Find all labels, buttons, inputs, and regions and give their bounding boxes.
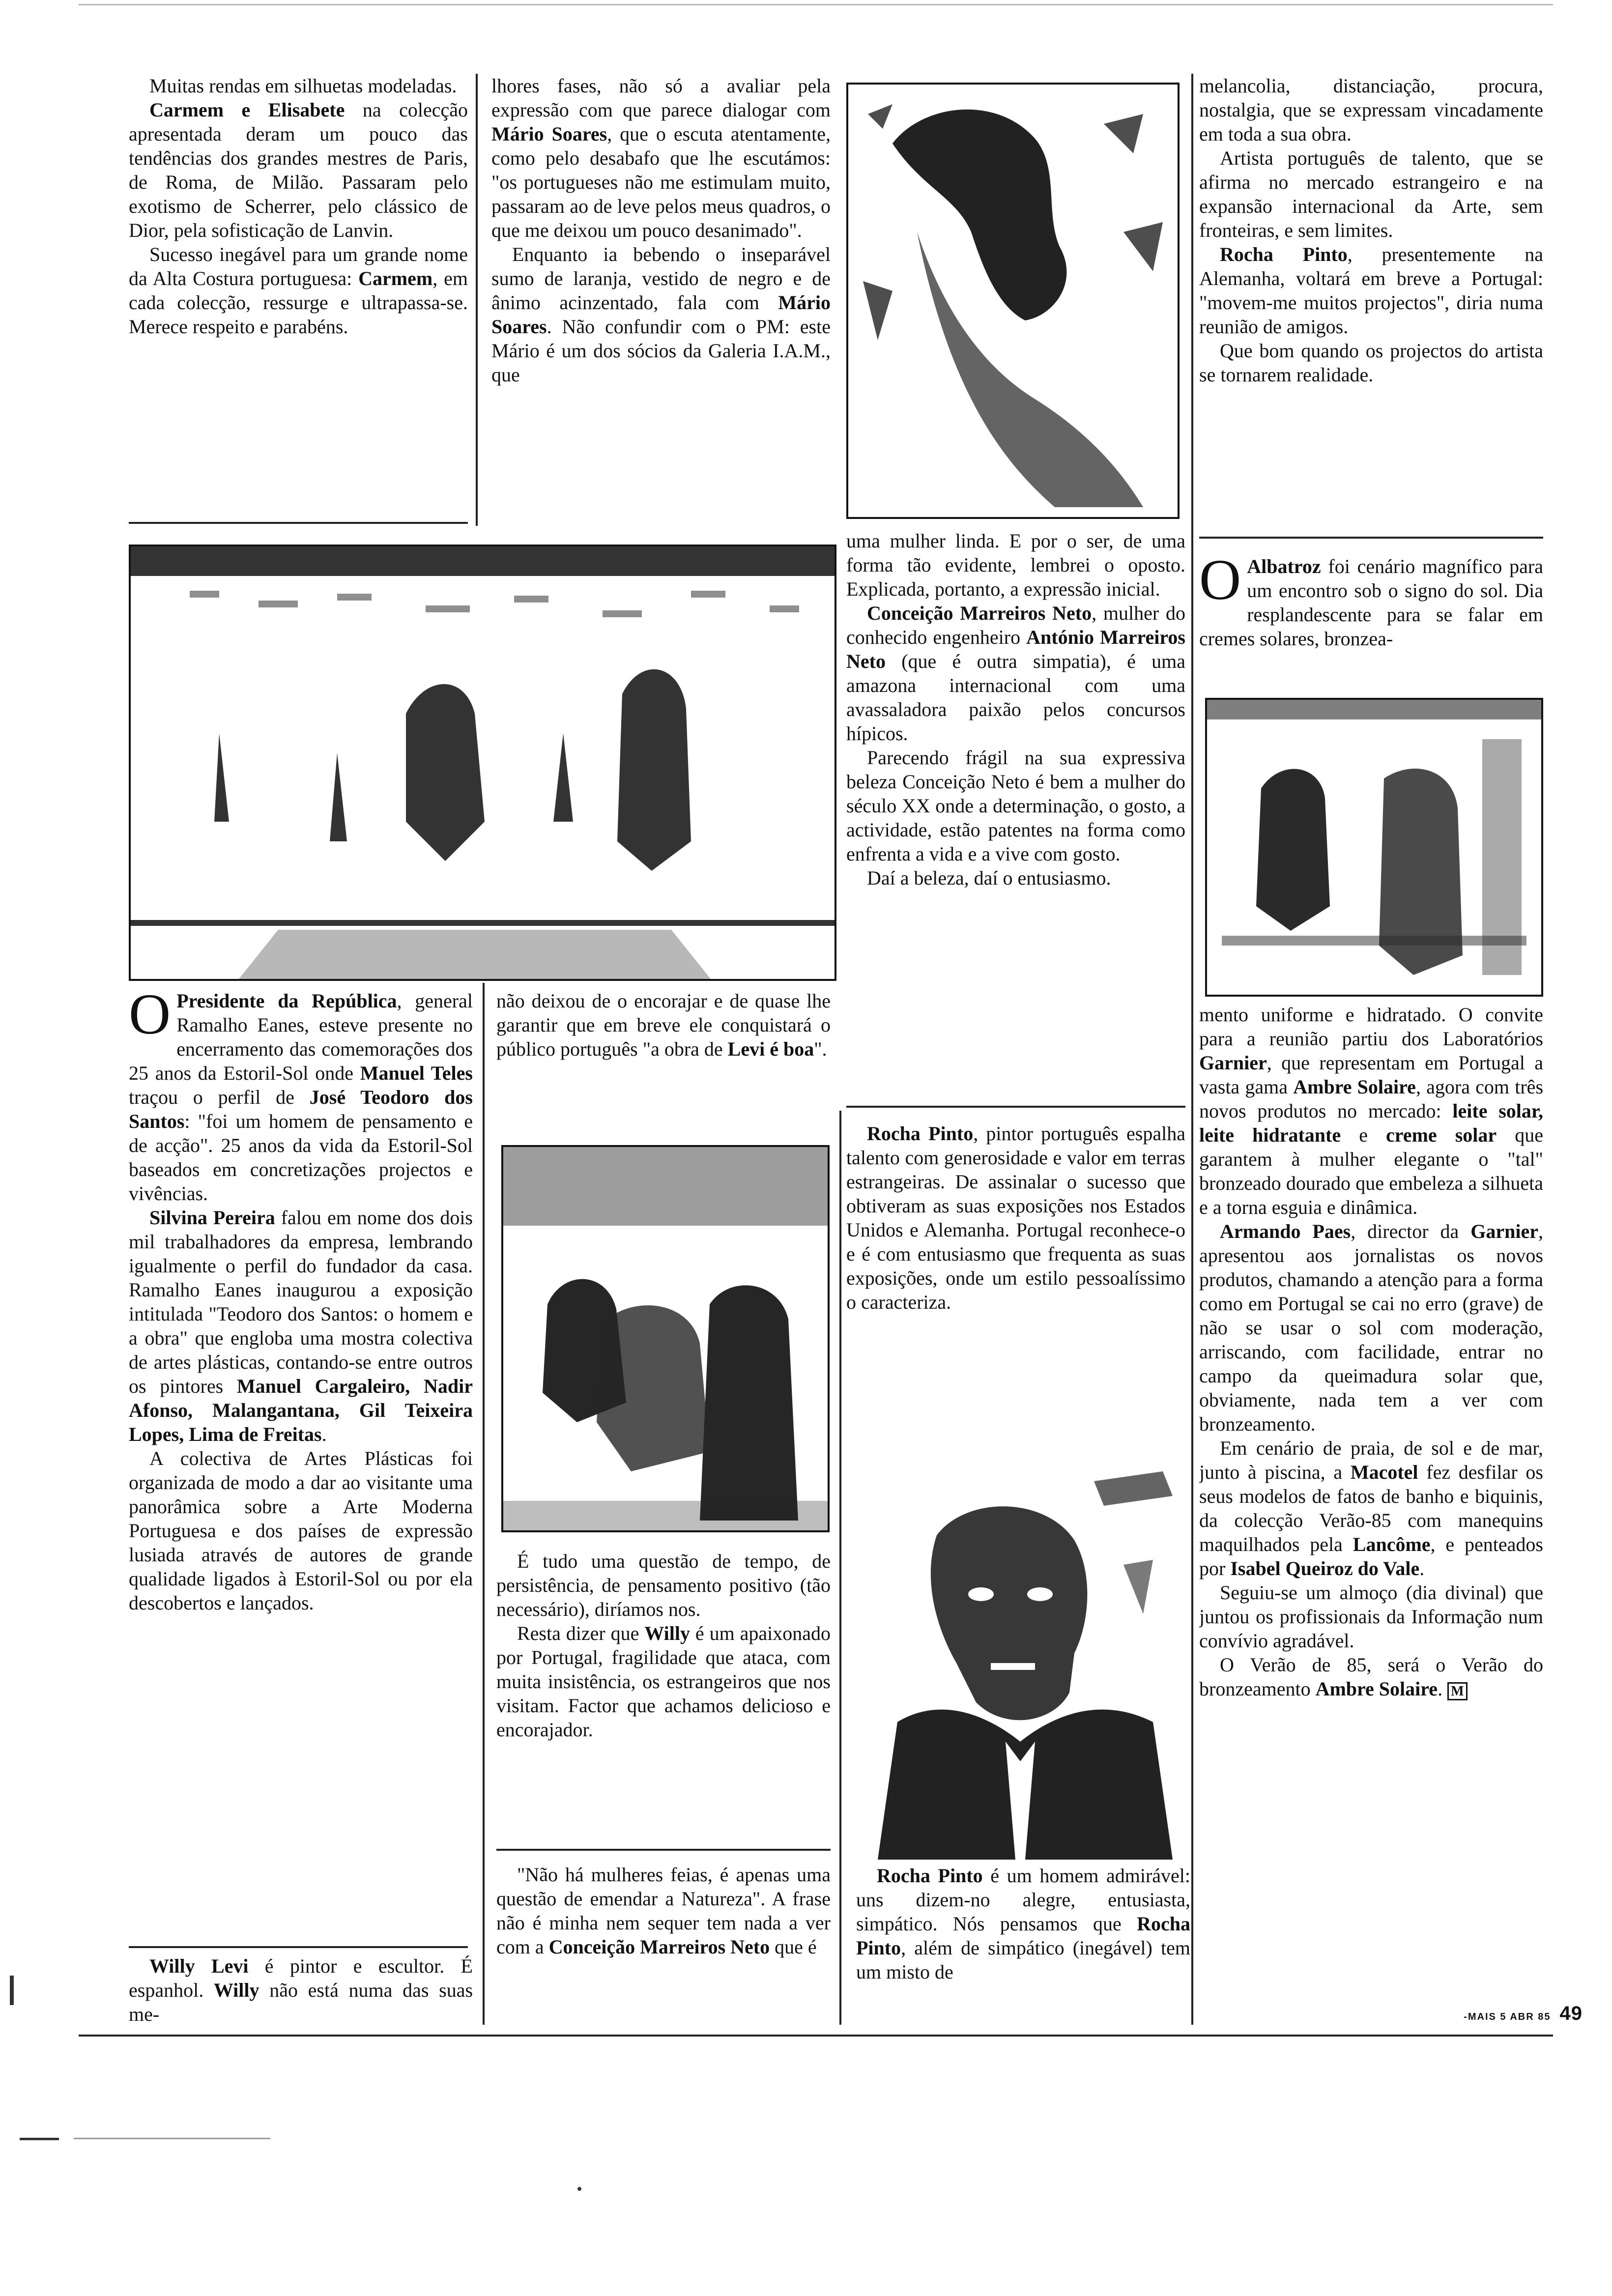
willy-levi-couple-photo <box>501 1145 830 1532</box>
column-divider-rule <box>129 522 468 524</box>
scan-mark <box>79 4 1553 5</box>
paragraph: melancolia, distanciação, procura, nostalgia, que se expressam vincadamente em toda a sua obra. <box>1199 75 1543 145</box>
column-divider-rule <box>129 1946 468 1948</box>
paragraph: Em cenário de praia, de sol e de mar, junto à piscina, a Macotel fez desfilar os seus modelos de fatos de banho e biquinis, da colecção Verão-85 com manequins maquilhados pela Lancôme, e penteados por Isabel Queiroz do Vale. <box>1199 1437 1543 1579</box>
paragraph: O Verão de 85, será o Verão do bronzeamento Ambre Solaire. M <box>1199 1654 1543 1700</box>
paragraph: O Presidente da República, general Ramalho Eanes, esteve presente no encerramento das comemorações dos 25 anos da Estoril-Sol onde Manuel Teles traçou o perfil de José Teodoro dos Santos: "foi um homem de pensamento e de acção". 25 anos da vida da Estoril-Sol baseados em concretizações projectos e vivências. <box>129 989 473 1205</box>
paragraph: Rocha Pinto é um homem admirável: uns dizem-no alegre, entusiasta, simpático. Nós pensamos que Rocha Pinto, além de simpático (inegável) tem um misto de <box>856 1865 1190 1983</box>
paragraph: Artista português de talento, que se afirma no mercado estrangeiro e na expansão internacional da Arte, sem fronteiras, e sem limites. <box>1199 147 1543 241</box>
issue-label: -MAIS 5 ABR 85 <box>1464 2011 1551 2022</box>
column-4-albatroz-text <box>1199 554 1543 682</box>
paragraph: Daí a beleza, daí o entusiasmo. <box>867 867 1111 889</box>
drop-cap: O <box>1199 554 1241 612</box>
scan-mark <box>74 2138 270 2139</box>
scan-mark <box>10 1976 14 2005</box>
column-3-rocha-text <box>846 1121 1185 1436</box>
column-1-willy-text <box>129 1954 473 2028</box>
page-number: 49 <box>1559 2003 1583 2024</box>
albatroz-event-photo <box>1205 698 1543 997</box>
paragraph: não deixou de o encorajar e de quase lhe garantir que em breve ele conquistará o público português "a obra de Levi é boa". <box>496 990 831 1060</box>
paragraph: Parecendo frágil na sua expressiva beleza Conceição Neto é bem a mulher do século XX onde a determinação, o gosto, a actividade, estão patentes na forma como enfrenta a vida e a vive com gosto. <box>846 746 1185 865</box>
page-bottom-rule <box>79 2035 1553 2037</box>
column-1-bottom-text <box>129 989 473 1940</box>
paragraph: Rocha Pinto, presentemente na Alemanha, voltará em breve a Portugal: "movem-me muitos projectos", diria numa reunião de amigos. <box>1199 243 1543 338</box>
column-vertical-rule <box>483 983 485 2025</box>
column-2-bottom-text <box>496 1549 831 1839</box>
paragraph: Seguiu-se um almoço (dia divinal) que juntou os profissionais da Informação num convívio agradável. <box>1199 1581 1543 1652</box>
exhibition-group-image <box>131 546 835 979</box>
drop-cap: O <box>129 989 171 1046</box>
paragraph: Rocha Pinto, pintor português espalha talento com generosidade e valor em terras estrangeiras. De assinalar o sucesso que obtiveram as suas exposições nos Estados Unidos e Alemanha. Portugal reconhece-o e é com entusiasmo que frequenta as suas exposições, onde um estilo pessoalíssimo o caracteriza. <box>846 1122 1185 1313</box>
paragraph: O Albatroz foi cenário magnífico para um encontro sob o signo do sol. Dia resplandescente para se falar em cremes solares, bronzea- <box>1199 554 1543 650</box>
paragraph: Silvina Pereira falou em nome dos dois mil trabalhadores da empresa, lembrando igualmente o perfil do fundador da casa. Ramalho Eanes inaugurou a exposição intitulada "Teodoro dos Santos: o homem e a obra" que engloba uma mostra colectiva de artes plásticas, contando-se entre outros os pintores Manuel Cargaleiro, Nadir Afonso, Malangantana, Gil Teixeira Lopes, Lima de Freitas. <box>129 1206 473 1445</box>
paragraph: Enquanto ia bebendo o inseparável sumo de laranja, vestido de negro e de ânimo acinzentado, fala com Mário Soares. Não confundir com o PM: este Mário é um dos sócios da Galeria I.A.M., que <box>491 243 831 386</box>
paragraph: uma mulher linda. E por o ser, de uma forma tão evidente, lembrei o oposto. Explicada, portanto, a expressão inicial. <box>846 530 1185 600</box>
column-vertical-rule <box>839 1111 841 2025</box>
paragraph: Carmem e Elisabete na colecção apresentada deram um pouco das tendências dos grandes mestres de Paris, de Roma, de Milão. Passaram pelo exotismo de Scherrer, pelo clássico de Dior, pela sofisticação de Lanvin. <box>129 99 468 241</box>
paragraph: Que bom quando os projectos do artista se tornarem realidade. <box>1199 340 1543 386</box>
column-1-top-text <box>129 74 468 506</box>
paragraph: Armando Paes, director da Garnier, apresentou aos jornalistas os novos produtos, chamando a atenção para a forma como em Portugal se cai no erro (grave) de não se usar o sol com moderação, arriscando, com facilidade, entrar no campo da queimadura solar que, obviamente, nada tem a ver com bronzeamento. <box>1199 1220 1543 1435</box>
paragraph: Resta dizer que Willy é um apaixonado por Portugal, fragilidade que ataca, com muita insistência, os estrangeiros que nos visitam. Factor que achamos delicioso e encorajador. <box>496 1622 831 1741</box>
column-divider-rule <box>846 1106 1185 1108</box>
column-3-middle-text <box>846 529 1185 1090</box>
paragraph: Muitas rendas em silhuetas modeladas. <box>149 75 457 97</box>
scan-mark <box>577 2187 581 2191</box>
paragraph: Conceição Marreiros Neto, mulher do conhecido engenheiro António Marreiros Neto (que é outra simpatia), é uma amazona internacional com uma avassaladora paixão pelos concursos hípicos. <box>846 602 1185 745</box>
column-2-middle-text <box>496 989 831 1136</box>
portrait-rocha-pinto-image <box>858 1466 1182 1860</box>
column-4-bottom-text <box>1199 1003 1543 2025</box>
paragraph: "Não há mulheres feias, é apenas uma questão de emendar a Natureza". A frase não é minha nem sequer tem nada a ver com a Conceição Marreiros Neto que é <box>496 1864 831 1958</box>
column-divider-rule <box>496 1849 831 1851</box>
paragraph: Willy Levi é pintor e escultor. É espanhol. Willy não está numa das suas me- <box>129 1955 473 2025</box>
portrait-woman-photo <box>846 83 1180 519</box>
column-3-bottom-text <box>856 1864 1190 2031</box>
column-divider-rule <box>1199 537 1543 539</box>
paragraph: A colectiva de Artes Plásticas foi organizada de modo a dar ao visitante uma panorâmica sobre a Arte Moderna Portuguesa e dos países de expressão lusiada através de autores de grande qualidade ligados à Estoril-Sol ou por ela descobertos e lançados. <box>129 1447 473 1614</box>
paragraph: mento uniforme e hidratado. O convite para a reunião partiu dos Laboratórios Garnier, que representam em Portugal a vasta gama Ambre Solaire, agora com três novos produtos no mercado: leite solar, leite hidratante e creme solar que garantem à mulher elegante o "tal" bronzeado dourado que embeleza a silhueta e a torna esguia e dinâmica. <box>1199 1004 1543 1218</box>
exhibition-group-photo <box>129 545 836 981</box>
willy-levi-couple-image <box>503 1147 828 1530</box>
column-vertical-rule <box>1191 74 1193 2025</box>
albatroz-event-image <box>1207 700 1541 995</box>
column-vertical-rule <box>476 74 478 526</box>
paragraph: É tudo uma questão de tempo, de persistência, de pensamento positivo (tão necessário), diríamos nos. <box>496 1550 831 1620</box>
column-4-top-text <box>1199 74 1543 516</box>
column-2-quote-text <box>496 1863 831 2030</box>
portrait-woman-image <box>848 85 1178 517</box>
portrait-rocha-pinto-photo <box>856 1464 1184 1862</box>
paragraph: Sucesso inegável para um grande nome da Alta Costura portuguesa: Carmem, em cada colecção, ressurge e ultrapassa-se. Merece respeito e parabéns. <box>129 243 468 338</box>
paragraph: lhores fases, não só a avaliar pela expressão com que parece dialogar com Mário Soares, que o escuta atentamente, como pelo desabafo que lhe escutámos: "os portugueses não me estimulam muito, passaram ao de leve pelos meus quadros, o que me deixou um pouco desanimado". <box>491 75 831 241</box>
end-mark: M <box>1447 1682 1467 1700</box>
page-folio <box>1464 2003 1583 2025</box>
scan-mark <box>20 2138 59 2140</box>
column-2-top-text <box>491 74 831 516</box>
